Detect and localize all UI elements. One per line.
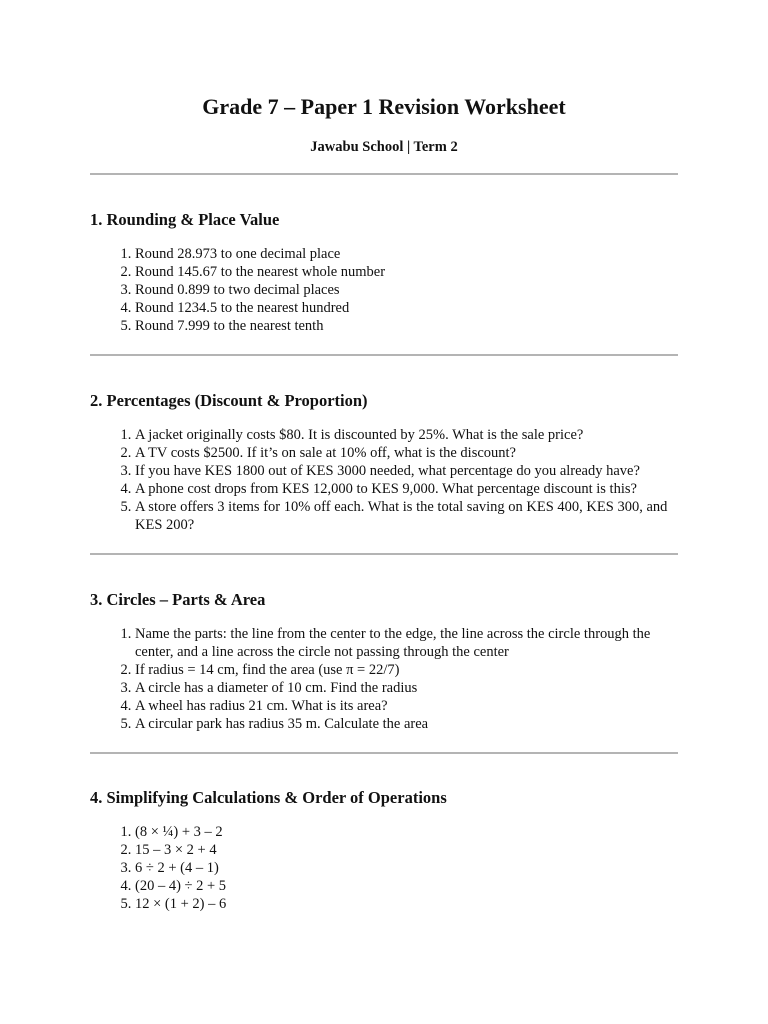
page-title: Grade 7 – Paper 1 Revision Worksheet — [202, 94, 566, 119]
section-circles — [90, 589, 680, 733]
question-item: 4. A wheel has radius 21 cm. What is its area? — [135, 697, 680, 715]
question-item: 3. Round 0.899 to two decimal places — [135, 281, 680, 299]
page-subtitle: Jawabu School | Term 2 — [310, 139, 458, 155]
question-item: 4. Round 1234.5 to the nearest hundred — [135, 299, 680, 317]
divider — [90, 173, 678, 175]
question-item: 3. 6 ÷ 2 + (4 – 1) — [135, 859, 680, 877]
divider — [90, 354, 678, 356]
question-item: 1. A jacket originally costs $80. It is discounted by 25%. What is the sale price? — [135, 426, 680, 444]
question-item: 5. Round 7.999 to the nearest tenth — [135, 317, 680, 335]
question-item: 2. Round 145.67 to the nearest whole number — [135, 263, 680, 281]
question-item: 4. A phone cost drops from KES 12,000 to KES 9,000. What percentage discount is this? — [135, 480, 680, 498]
question-list — [90, 245, 680, 335]
question-item: 2. 15 – 3 × 2 + 4 — [135, 841, 680, 859]
section-heading: 2. Percentages (Discount & Proportion) — [90, 391, 368, 410]
divider — [90, 752, 678, 754]
section-heading: 1. Rounding & Place Value — [90, 210, 280, 229]
question-item: 5. A store offers 3 items for 10% off each. What is the total saving on KES 400, KES 300, and KES 200? — [135, 498, 680, 534]
question-item: 2. If radius = 14 cm, find the area (use π = 22/7) — [135, 661, 680, 679]
question-item: 5. A circular park has radius 35 m. Calculate the area — [135, 715, 680, 733]
question-item: 1. Round 28.973 to one decimal place — [135, 245, 680, 263]
question-item: 2. A TV costs $2500. If it’s on sale at 10% off, what is the discount? — [135, 444, 680, 462]
question-item: 5. 12 × (1 + 2) – 6 — [135, 895, 680, 913]
question-item: 4. (20 – 4) ÷ 2 + 5 — [135, 877, 680, 895]
question-list — [90, 426, 680, 534]
question-item: 1. (8 × ¼) + 3 – 2 — [135, 823, 680, 841]
question-item: 3. If you have KES 1800 out of KES 3000 needed, what percentage do you already have? — [135, 462, 680, 480]
section-heading: 3. Circles – Parts & Area — [90, 590, 266, 609]
divider — [90, 553, 678, 555]
section-heading: 4. Simplifying Calculations & Order of Operations — [90, 788, 447, 807]
question-list — [90, 625, 680, 733]
section-percentages — [90, 390, 680, 534]
section-rounding — [90, 209, 680, 335]
question-item: 3. A circle has a diameter of 10 cm. Find the radius — [135, 679, 680, 697]
question-list — [90, 823, 680, 913]
question-item: 1. Name the parts: the line from the center to the edge, the line across the circle through the center, and a line across the circle not passing through the center — [135, 625, 680, 661]
section-order-of-operations — [90, 787, 680, 913]
